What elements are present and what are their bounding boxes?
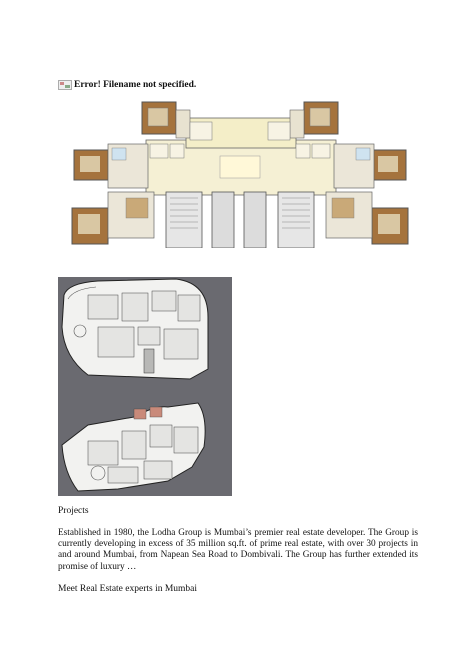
projects-paragraph: Established in 1980, the Lodha Group is Mumbai’s premier real estate developer. The Group is currently developing in excess of 35 million sq.ft. of prime real estate, with over 30 projects in and around Mumbai, from Napean Sea Road to Dombivali. The Group has further extended its promise of luxury … (58, 528, 418, 572)
projects-heading: Projects (58, 506, 89, 516)
error-text: Error! Filename not specified. (74, 80, 197, 90)
error-line (58, 80, 196, 90)
building-floor-plan (66, 100, 414, 248)
meet-experts-link[interactable]: Meet Real Estate experts in Mumbai (58, 584, 198, 594)
broken-image-icon (58, 80, 72, 90)
apartment-floor-plans (58, 277, 232, 496)
